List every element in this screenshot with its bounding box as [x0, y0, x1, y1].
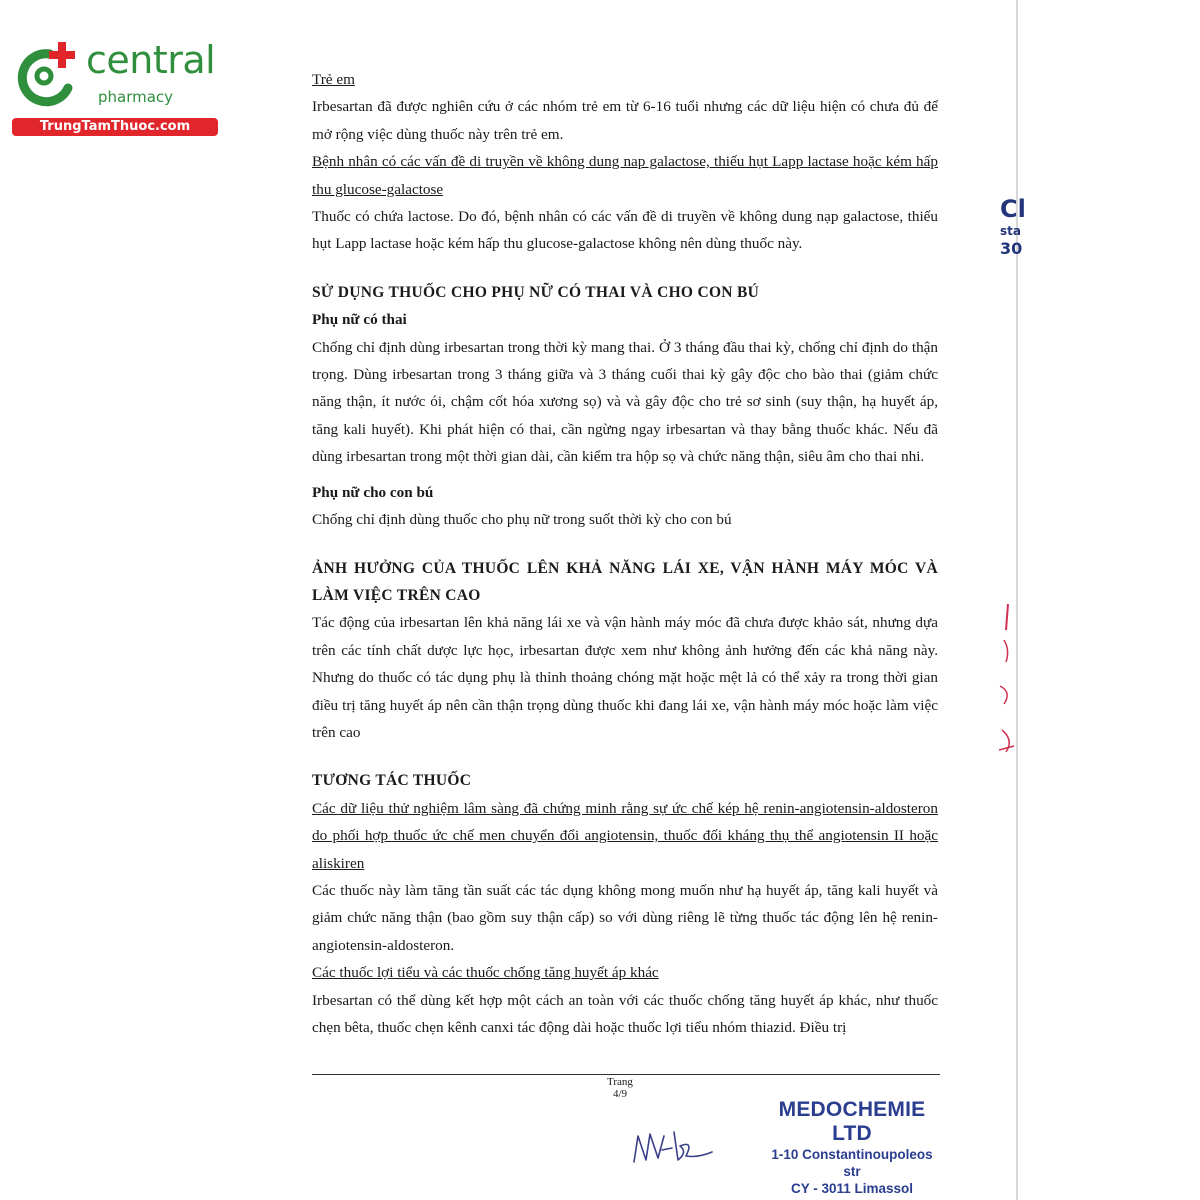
logo-sub: pharmacy [98, 88, 174, 106]
fragment-line-2: sta [1000, 224, 1021, 238]
stamp-city: CY - 3011 Limassol [790, 1181, 914, 1196]
fragment-line-1: Cl [1000, 195, 1026, 223]
body-diuretic: Irbesartan có thể dùng kết hợp một cách an toàn với các thuốc chống tăng huyết áp khác, như thuốc chẹn bêta, thuốc chẹn kênh canxi tác động dài hoặc thuốc lợi tiểu nhóm thiazid. Điều trị [312, 991, 938, 1036]
heading-pregnant: Phụ nữ có thai [312, 311, 407, 329]
heading-galactose: Bệnh nhân có các vấn đề di truyền về không dung nap galactose, thiếu hụt Lapp lactase hoặc kém hấp thu glucose-galactose [312, 153, 938, 198]
body-nursing: Chống chỉ định dùng thuốc cho phụ nữ trong suốt thời kỳ cho con bú [312, 511, 732, 529]
footer-divider [312, 1074, 940, 1075]
heading-raas: Các dữ liệu thử nghiệm lâm sàng đã chứng minh rằng sự ức chế kép hệ renin-angiotensin-aldosteron do phối hợp thuốc ức chế men chuyển đổi angiotensin, thuốc đối kháng thụ thể angiotensin II hoặc aliskiren [312, 799, 938, 872]
central-pharmacy-logo[interactable] [10, 38, 215, 138]
heading-interactions: TƯƠNG TÁC THUỐC [312, 772, 472, 790]
body-pregnant: Chống chỉ định dùng irbesartan trong thời kỳ mang thai. Ở 3 tháng đầu thai kỳ, chống chỉ định do thận trọng. Dùng irbesartan trong 3 tháng giữa và 3 tháng cuối thai kỳ gây độc cho bào thai (giảm chức năng thận, ít nước ói, chậm cốt hóa xương sọ) và và gây độc cho trẻ sơ sinh (suy thận, hạ huyết áp, tăng kali huyết). Khi phát hiện có thai, cần ngừng ngay irbesartan và thay bằng thuốc khác. Nếu đã dùng irbesartan trong một thời gian dài, cần kiểm tra hộp sọ và chức năng thận, siêu âm cho thai nhi. [312, 338, 938, 466]
body-raas: Các thuốc này làm tăng tần suất các tác dụng không mong muốn như hạ huyết áp, tăng kali huyết và giảm chức năng thận (bao gồm suy thận cấp) so với dùng riêng lẽ từng thuốc tác động lên hệ renin-angiotensin-aldosteron. [312, 881, 938, 954]
document-body [312, 66, 938, 1041]
page-number: Trang 4/9 [607, 1076, 633, 1100]
logo-brand: central [86, 38, 216, 82]
heading-pregnancy: SỬ DỤNG THUỐC CHO PHỤ NỮ CÓ THAI VÀ CHO CON BÚ [312, 283, 760, 301]
heading-nursing: Phụ nữ cho con bú [312, 483, 434, 501]
heading-diuretic: Các thuốc lợi tiểu và các thuốc chống tăng huyết áp khác [312, 964, 659, 982]
adjacent-page-fragment [1000, 195, 1026, 258]
logo-site-url[interactable]: TrungTamThuoc.com [12, 118, 218, 136]
stamp-address: 1-10 Constantinoupoleos str [771, 1147, 933, 1179]
body-galactose: Thuốc có chứa lactose. Do đó, bệnh nhân có các vấn đề di truyền về không dung nạp galactose, thiếu hụt Lapp lactase hoặc kém hấp thu glucose-galactose không nên dùng thuốc này. [312, 208, 938, 253]
heading-tre-em: Trẻ em [312, 71, 355, 88]
company-stamp [762, 1098, 942, 1197]
body-driving: Tác động của irbesartan lên khả năng lái xe và vận hành máy móc đã chưa được khảo sát, nhưng dựa trên các tính chất dược lực học, irbesartan được xem như không ảnh hưởng đến các khả năng này. Nhưng do thuốc có tác dụng phụ là thỉnh thoảng chóng mặt hoặc mệt lả có thể xảy ra trong thời gian điều trị tăng huyết áp nên cần thận trọng dùng thuốc khi đang lái xe, vận hành máy móc hoặc làm việc trên cao [312, 614, 938, 741]
red-ink-marks-icon [996, 600, 1020, 770]
heading-driving: ẢNH HƯỞNG CỦA THUỐC LÊN KHẢ NĂNG LÁI XE, VẬN HÀNH MÁY MÓC VÀ LÀM VIỆC TRÊN CAO [312, 559, 938, 604]
body-tre-em: Irbesartan đã được nghiên cứu ở các nhóm trẻ em từ 6-16 tuổi nhưng các dữ liệu hiện có chưa đủ để mở rộng việc dùng thuốc này trên trẻ em. [312, 98, 938, 143]
stamp-company-name: MEDOCHEMIE LTD [778, 1098, 926, 1145]
handwritten-signature-icon [628, 1122, 718, 1170]
pharmacy-cross-icon [10, 40, 82, 112]
fragment-line-3: 30 [1000, 239, 1023, 258]
